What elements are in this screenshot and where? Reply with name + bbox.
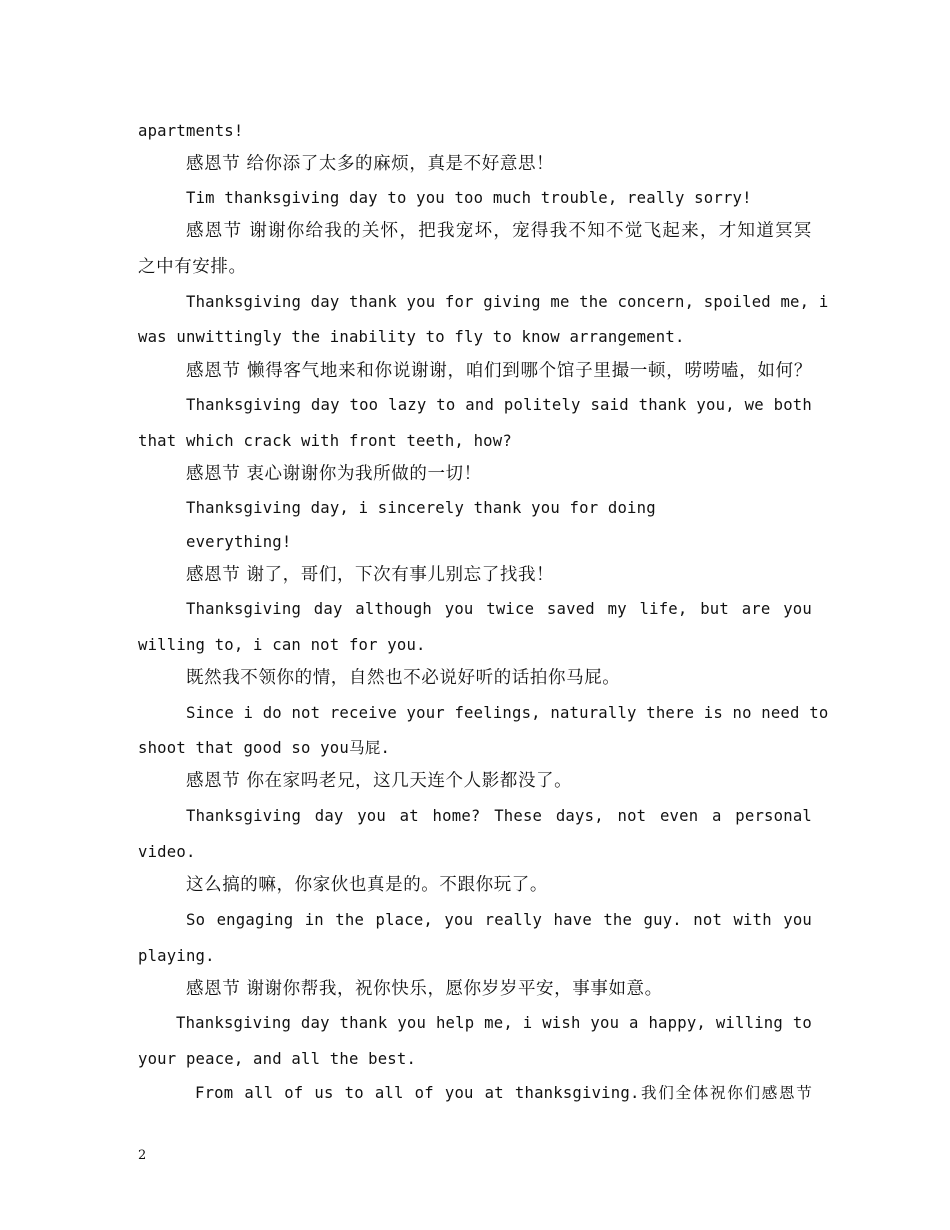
text-line: Thanksgiving day although you twice saved my life, but are you [186, 600, 812, 618]
text-line: 感恩节 懒得客气地来和你说谢谢，咱们到哪个馆子里撮一顿，唠唠嗑，如何？ [186, 361, 812, 381]
text-line: Thanksgiving day too lazy to and politely said thank you, we both [186, 396, 812, 414]
text-line: 之中有安排。 [138, 257, 247, 277]
text-line: 感恩节 谢了，哥们，下次有事儿别忘了找我！ [186, 565, 555, 585]
text-line: apartments! [138, 122, 244, 140]
text-line: was unwittingly the inability to fly to know arrangement. [138, 328, 685, 346]
text-line: 感恩节 给你添了太多的麻烦，真是不好意思！ [186, 154, 555, 174]
text-line: From all of us to all of you at thanksgiving.我们全体祝你们感恩节 [195, 1084, 812, 1102]
text-line: Thanksgiving day thank you for giving me the concern, spoiled me, i [186, 293, 829, 311]
text-line: Thanksgiving day, i sincerely thank you for doing [186, 499, 656, 517]
text-line: everything! [186, 533, 292, 551]
text-line: 感恩节 你在家吗老兄，这几天连个人影都没了。 [186, 771, 573, 791]
text-line: shoot that good so you马屁. [138, 739, 391, 757]
text-line: Tim thanksgiving day to you too much trouble, really sorry! [186, 189, 752, 207]
page-number: 2 [138, 1148, 147, 1163]
text-line: Since i do not receive your feelings, naturally there is no need to [186, 704, 829, 722]
text-line: video. [138, 843, 196, 861]
text-line: Thanksgiving day you at home? These days, not even a personal [186, 807, 812, 825]
text-line: Thanksgiving day thank you help me, i wish you a happy, willing to [176, 1014, 812, 1032]
text-line: 感恩节 衷心谢谢你为我所做的一切！ [186, 464, 482, 484]
text-line: 既然我不领你的情，自然也不必说好听的话拍你马屁。 [186, 668, 621, 688]
text-line: your peace, and all the best. [138, 1050, 417, 1068]
text-line: that which crack with front teeth, how? [138, 432, 512, 450]
text-line: 感恩节 谢谢你给我的关怀，把我宠坏，宠得我不知不觉飞起来，才知道冥冥 [186, 221, 812, 241]
text-line: playing. [138, 947, 215, 965]
text-line: 这么搞的嘛，你家伙也真是的。不跟你玩了。 [186, 875, 548, 895]
text-line: So engaging in the place, you really have the guy. not with you [186, 911, 812, 929]
text-line: 感恩节 谢谢你帮我，祝你快乐，愿你岁岁平安，事事如意。 [186, 979, 663, 999]
text-line: willing to, i can not for you. [138, 636, 426, 654]
